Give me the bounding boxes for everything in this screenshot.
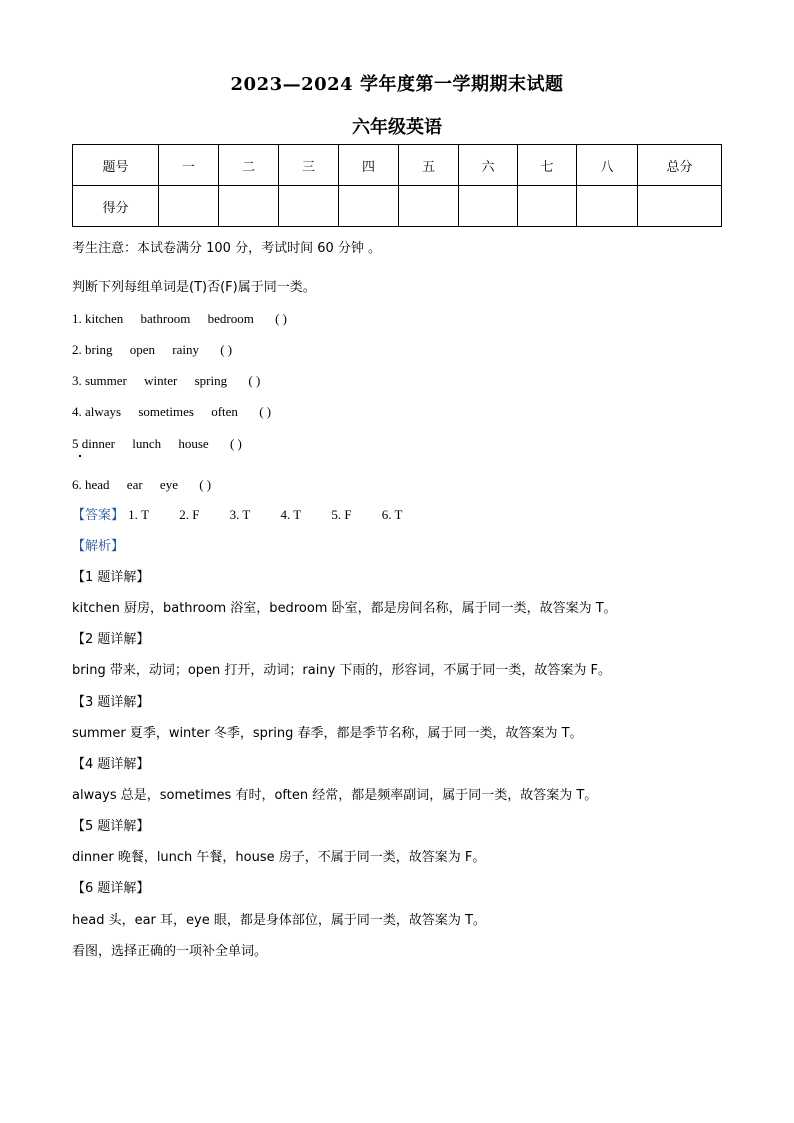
answer-blank: ( ) bbox=[259, 404, 272, 419]
question-number: 1. bbox=[72, 311, 82, 326]
detail-heading: 【4 题详解】 bbox=[72, 757, 150, 772]
question-word: bathroom bbox=[140, 311, 191, 326]
next-section-instruction: 看图，选择正确的一项补全单词。 bbox=[72, 944, 268, 959]
answer-tag: 【答案】 bbox=[72, 508, 125, 523]
score-header-cell: 题号 bbox=[73, 145, 159, 186]
score-header-cell: 一 bbox=[159, 145, 219, 186]
answer-item: 6. T bbox=[381, 507, 403, 522]
answer-blank: ( ) bbox=[199, 477, 212, 492]
question-word: eye bbox=[159, 477, 178, 492]
score-row-label: 得分 bbox=[73, 186, 159, 227]
score-cell bbox=[577, 186, 638, 227]
detail-heading: 【2 题详解】 bbox=[72, 632, 150, 647]
question-word: lunch bbox=[132, 436, 162, 451]
question-word: winter bbox=[144, 373, 178, 388]
question-word: bring bbox=[85, 342, 113, 357]
question-word: house bbox=[178, 436, 209, 451]
exam-title: 2023—2024 学年度第一学期期末试题 bbox=[230, 74, 564, 95]
question-word: dinner bbox=[81, 436, 115, 451]
score-header-cell: 二 bbox=[219, 145, 279, 186]
analysis-tag: 【解析】 bbox=[72, 539, 125, 554]
score-header-cell: 八 bbox=[577, 145, 638, 186]
question-item bbox=[72, 372, 260, 390]
score-header-cell: 四 bbox=[339, 145, 399, 186]
question-number: 3. bbox=[72, 373, 82, 388]
score-header-cell: 七 bbox=[518, 145, 577, 186]
detail-text: always 总是，sometimes 有时，often 经常，都是频率副词，属于同一类，故答案为 T。 bbox=[72, 788, 598, 803]
detail-text: kitchen 厨房，bathroom 浴室，bedroom 卧室，都是房间名称，属于同一类，故答案为 T。 bbox=[72, 601, 617, 616]
question-item bbox=[72, 403, 271, 421]
question-word: rainy bbox=[172, 342, 199, 357]
score-cell bbox=[159, 186, 219, 227]
detail-text: head 头，ear 耳，eye 眼，都是身体部位，属于同一类，故答案为 T。 bbox=[72, 913, 486, 928]
question-word: kitchen bbox=[85, 311, 124, 326]
question-item bbox=[72, 435, 242, 453]
exam-subtitle: 六年级英语 bbox=[352, 117, 442, 138]
detail-heading: 【6 题详解】 bbox=[72, 881, 150, 896]
score-cell bbox=[339, 186, 399, 227]
question-word: often bbox=[211, 404, 238, 419]
score-cell bbox=[279, 186, 339, 227]
exam-notice: 考生注意：本试卷满分 100 分，考试时间 60 分钟 。 bbox=[72, 241, 382, 256]
question-word: bedroom bbox=[207, 311, 254, 326]
answer-item: 2. F bbox=[179, 507, 200, 522]
question-word: open bbox=[129, 342, 155, 357]
question-item bbox=[72, 341, 232, 359]
question-word: always bbox=[85, 404, 122, 419]
question-item bbox=[72, 310, 287, 328]
answer-blank: ( ) bbox=[248, 373, 261, 388]
detail-text: dinner 晚餐，lunch 午餐，house 房子，不属于同一类，故答案为 F。 bbox=[72, 850, 486, 865]
answer-blank: ( ) bbox=[229, 436, 242, 451]
score-header-cell: 五 bbox=[399, 145, 459, 186]
question-number: 2. bbox=[72, 342, 82, 357]
score-cell bbox=[399, 186, 459, 227]
detail-heading: 【5 题详解】 bbox=[72, 819, 150, 834]
question-number: 4. bbox=[72, 404, 82, 419]
question-word: spring bbox=[194, 373, 228, 388]
question-number: 5 bbox=[72, 436, 79, 451]
question-word: sometimes bbox=[138, 404, 194, 419]
answer-item: 3. T bbox=[229, 507, 251, 522]
score-header-cell: 六 bbox=[459, 145, 518, 186]
score-cell bbox=[459, 186, 518, 227]
detail-heading: 【1 题详解】 bbox=[72, 570, 150, 585]
score-cell bbox=[219, 186, 279, 227]
stray-dot bbox=[79, 455, 81, 457]
score-cell bbox=[518, 186, 577, 227]
score-table-score-row bbox=[73, 186, 722, 227]
answer-row bbox=[72, 506, 428, 525]
section-instruction: 判断下列每组单词是(T)否(F)属于同一类。 bbox=[72, 280, 316, 295]
score-header-cell: 总分 bbox=[638, 145, 722, 186]
score-table bbox=[72, 144, 722, 227]
question-number: 6. bbox=[72, 477, 82, 492]
question-word: head bbox=[85, 477, 110, 492]
detail-heading: 【3 题详解】 bbox=[72, 695, 150, 710]
score-cell bbox=[638, 186, 722, 227]
answer-item: 1. T bbox=[128, 507, 150, 522]
question-word: summer bbox=[85, 373, 127, 388]
question-item bbox=[72, 476, 211, 494]
score-header-cell: 三 bbox=[279, 145, 339, 186]
answer-blank: ( ) bbox=[220, 342, 233, 357]
answer-item: 4. T bbox=[280, 507, 302, 522]
question-word: ear bbox=[126, 477, 143, 492]
detail-text: bring 带来，动词；open 打开，动词；rainy 下雨的，形容词，不属于同一类，故答案为 F。 bbox=[72, 663, 612, 678]
answer-blank: ( ) bbox=[275, 311, 287, 326]
detail-text: summer 夏季，winter 冬季，spring 春季，都是季节名称，属于同一类，故答案为 T。 bbox=[72, 726, 583, 741]
score-table-header-row bbox=[73, 145, 722, 186]
answer-item: 5. F bbox=[331, 507, 352, 522]
